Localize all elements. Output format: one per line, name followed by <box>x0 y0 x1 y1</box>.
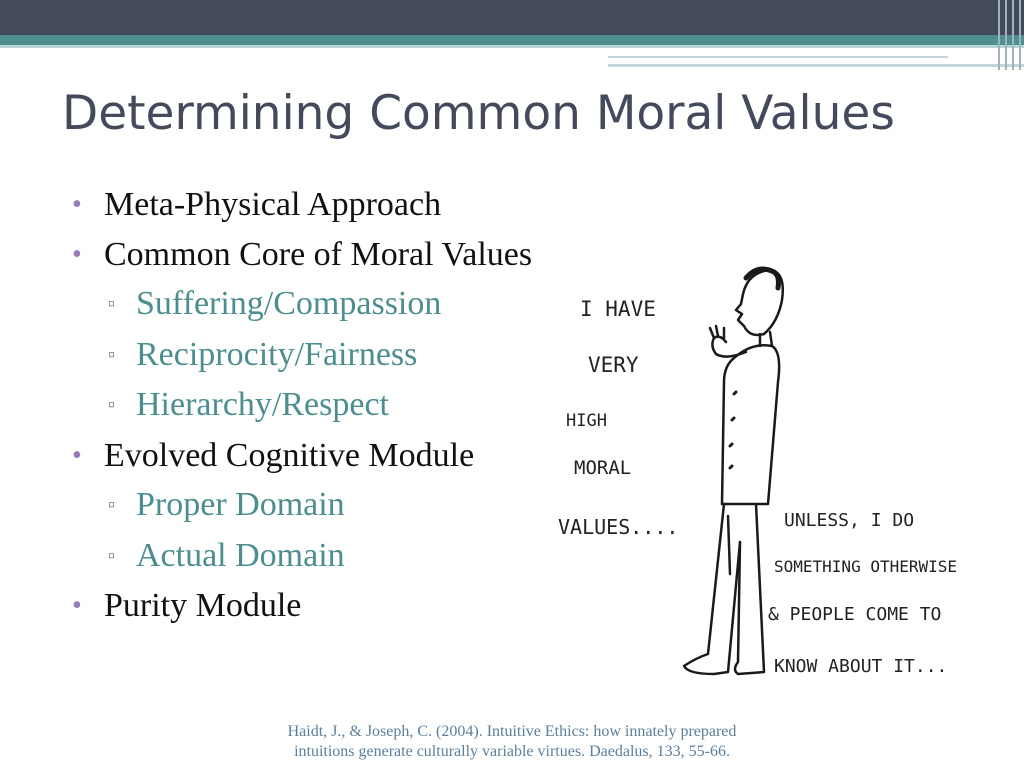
bullet-item <box>72 230 532 280</box>
bullet-item <box>72 431 532 481</box>
accent-stripe <box>0 35 1024 45</box>
square-bullet-icon: ▫ <box>108 394 116 416</box>
square-bullet-icon: ▫ <box>108 544 116 567</box>
bullet-icon: • <box>72 590 82 621</box>
slide-title: Determining Common Moral Values <box>62 86 895 141</box>
decorative-vertical-lines <box>994 0 1024 70</box>
caption-text <box>768 510 957 677</box>
square-bullet-icon: ▫ <box>108 293 116 315</box>
decorative-rule <box>608 64 1024 67</box>
bullet-text: Meta-Physical Approach <box>104 186 442 223</box>
bullet-text: Actual Domain <box>136 536 345 574</box>
speech-line: VALUES.... <box>558 515 679 539</box>
speech-line: VERY <box>588 353 639 377</box>
speech-text <box>558 297 678 539</box>
bullet-icon: • <box>72 189 82 220</box>
sub-bullet-item <box>72 330 532 381</box>
sub-bullet-item <box>72 279 532 330</box>
square-bullet-icon: ▫ <box>108 494 116 516</box>
bullet-text: Proper Domain <box>136 486 345 523</box>
sub-bullet-item <box>72 480 532 531</box>
bullet-item <box>72 581 532 631</box>
sub-bullet-item <box>72 531 532 582</box>
speech-line: MORAL <box>574 457 632 479</box>
moral-values-cartoon <box>538 242 998 698</box>
bullet-text: Hierarchy/Respect <box>136 386 389 423</box>
bullet-icon: • <box>72 439 82 471</box>
bullet-icon: • <box>72 238 82 270</box>
citation <box>212 722 812 762</box>
citation-line: intuitions generate culturally variable virtues. Daedalus, 133, 55-66. <box>294 743 730 760</box>
speech-line: I HAVE <box>580 297 656 321</box>
bullet-text: Reciprocity/Fairness <box>136 335 418 373</box>
accent-stripe-light <box>0 45 1024 48</box>
top-bar <box>0 0 1024 35</box>
bullet-text: Suffering/Compassion <box>136 285 442 322</box>
decorative-rule <box>608 56 948 58</box>
caption-line: KNOW ABOUT IT... <box>774 656 948 677</box>
citation-line: Haidt, J., & Joseph, C. (2004). Intuitive Ethics: how innately prepared <box>287 723 737 740</box>
caption-line: SOMETHING OTHERWISE <box>774 557 958 576</box>
square-bullet-icon: ▫ <box>108 343 116 366</box>
bullet-text: Common Core of Moral Values <box>104 235 533 273</box>
bullet-text: Evolved Cognitive Module <box>104 436 475 474</box>
bullet-text: Purity Module <box>104 587 302 624</box>
caption-line: & PEOPLE COME TO <box>768 604 942 625</box>
bullet-list <box>72 180 532 631</box>
bullet-item <box>72 180 532 230</box>
sub-bullet-item <box>72 380 532 431</box>
speech-line: HIGH <box>566 411 607 431</box>
caption-line: UNLESS, I DO <box>784 510 915 531</box>
